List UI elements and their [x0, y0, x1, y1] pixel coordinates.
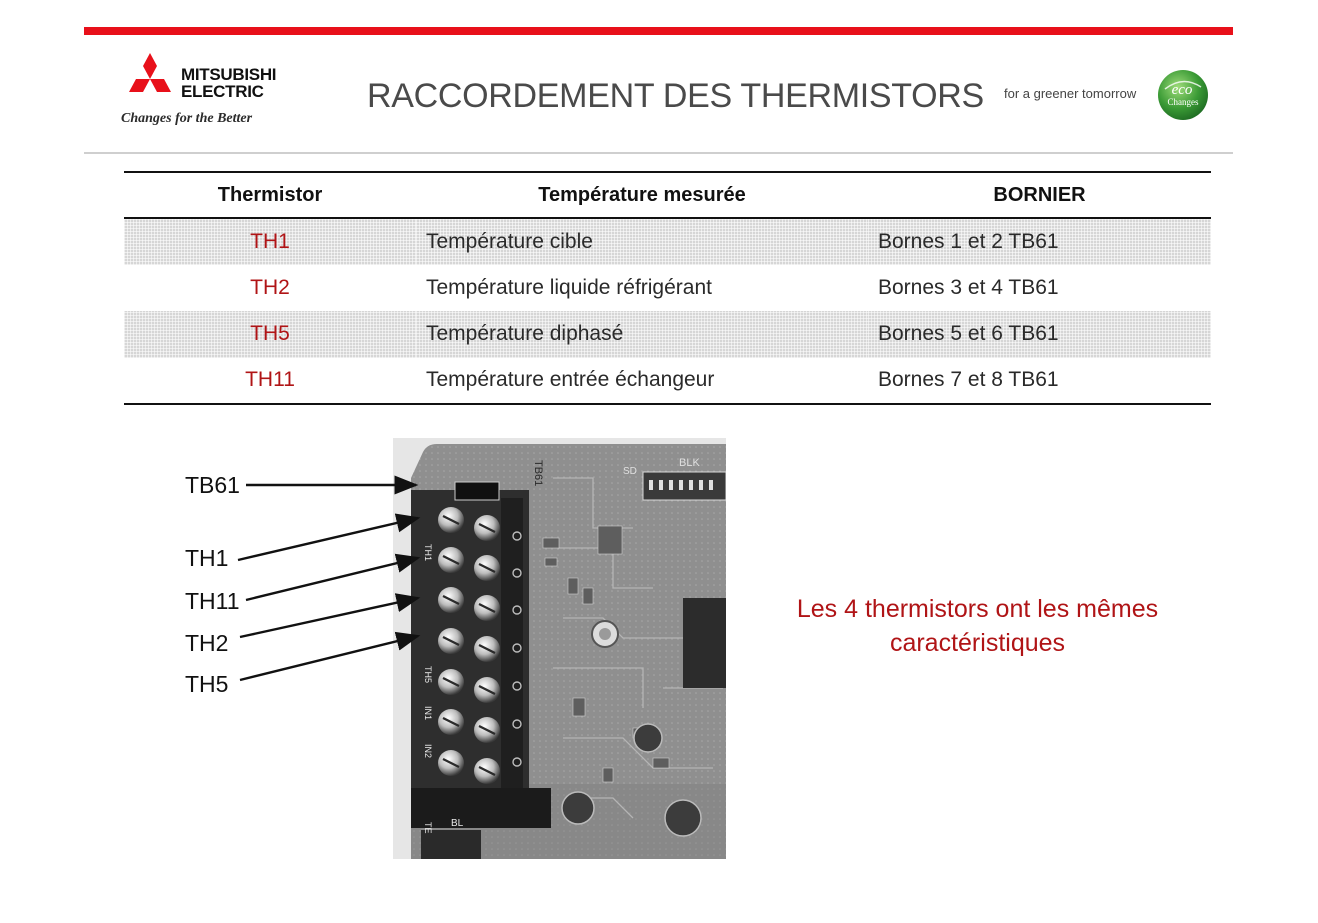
- bornier-cell: Bornes 1 et 2 TB61: [868, 218, 1211, 265]
- temperature-cell: Température cible: [416, 218, 868, 265]
- board-label-sd: SD: [623, 466, 637, 477]
- column-header-thermistor: Thermistor: [124, 172, 416, 218]
- thermistor-note: [790, 592, 1165, 660]
- board-label-in1: IN1: [423, 706, 433, 721]
- board-label-blk: BLK: [679, 457, 700, 469]
- bornier-cell: Bornes 7 et 8 TB61: [868, 358, 1211, 405]
- bornier-cell: Bornes 5 et 6 TB61: [868, 311, 1211, 358]
- brand-slogan: Changes for the Better: [121, 111, 253, 126]
- callout-label-th5: TH5: [185, 671, 229, 697]
- note-line1: Les 4 thermistors ont les mêmes: [796, 595, 1159, 623]
- board-label-in2: IN2: [423, 744, 433, 759]
- thermistor-cell: TH1: [124, 218, 416, 265]
- callout-label-th2: TH2: [185, 630, 229, 656]
- thermistor-cell: TH5: [124, 311, 416, 358]
- thermistor-cell: TH11: [124, 358, 416, 405]
- temperature-cell: Température liquide réfrigérant: [426, 275, 712, 299]
- board-label-te: TE: [423, 822, 433, 834]
- callout-label-tb61: TB61: [185, 472, 240, 498]
- board-label-bl: BL: [451, 818, 464, 829]
- brand-name-line2: ELECTRIC: [181, 82, 264, 101]
- bornier-cell: Bornes 3 et 4 TB61: [878, 275, 1059, 299]
- callout-label-th1: TH1: [185, 545, 229, 571]
- note-line2: caractéristiques: [889, 629, 1066, 657]
- column-header-bornier: BORNIER: [868, 172, 1211, 218]
- column-header-temperature: Température mesurée: [416, 172, 868, 218]
- board-label-th1: TH1: [423, 544, 433, 562]
- board-label-tb61: TB61: [532, 460, 544, 487]
- eco-badge-bottom-text: Changes: [1167, 97, 1199, 107]
- thermistor-cell: TH2: [250, 275, 290, 299]
- board-label-th5: TH5: [423, 666, 433, 684]
- callout-label-th11: TH11: [185, 588, 240, 614]
- tagline: for a greener tomorrow: [1004, 86, 1137, 101]
- temperature-cell: Température entrée échangeur: [416, 358, 868, 405]
- page-title: RACCORDEMENT DES THERMISTORS: [367, 77, 984, 115]
- brand-name-line1: MITSUBISHI: [181, 65, 277, 84]
- temperature-cell: Température diphasé: [416, 311, 868, 358]
- eco-badge-top-text: eco: [1171, 82, 1193, 98]
